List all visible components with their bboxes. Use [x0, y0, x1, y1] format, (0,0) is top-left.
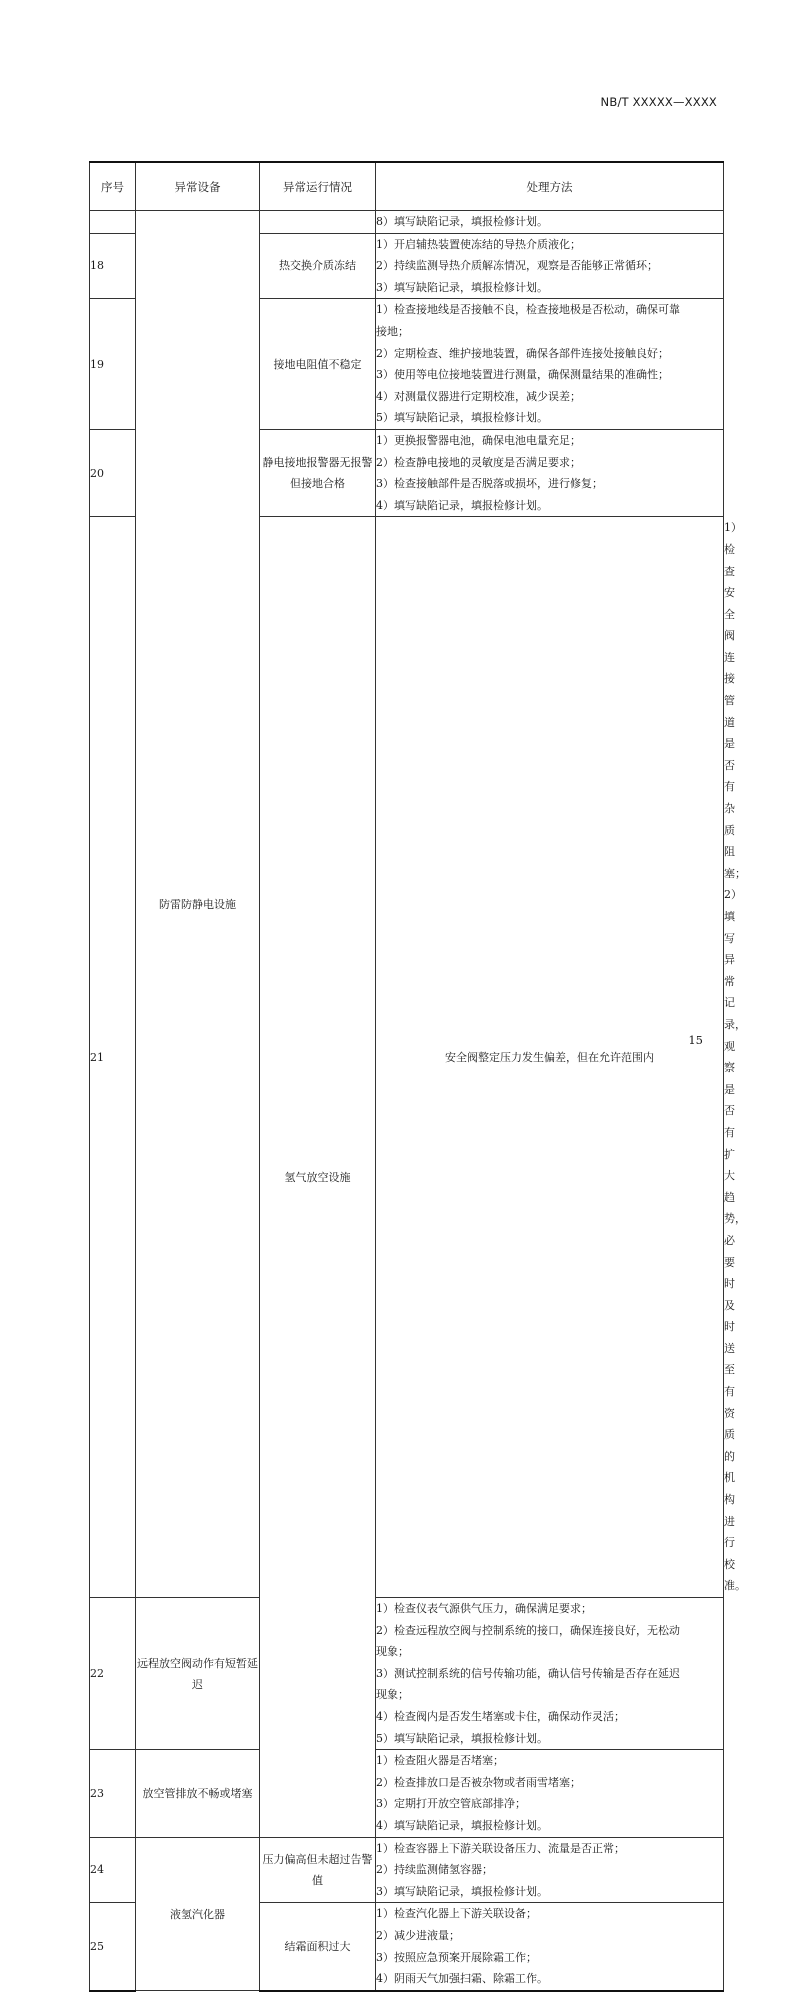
row-situation: 接地电阻值不稳定	[260, 299, 376, 430]
row-no: 18	[90, 233, 136, 299]
row-no: 23	[90, 1750, 136, 1837]
method-line: 3）定期打开放空管底部排净；	[376, 1797, 526, 1811]
row-situation: 放空管排放不畅或堵塞	[136, 1750, 260, 1837]
header-method: 处理方法	[376, 162, 724, 211]
device-vent: 氢气放空设施	[260, 517, 376, 1837]
row-method	[376, 233, 724, 299]
method-line: 8）填写缺陷记录，填报检修计划。	[376, 215, 548, 228]
table-row: 21 氢气放空设施 安全阀整定压力发生偏差，但在允许范围内 1）检查安全阀连接管道是否有杂质阻塞； 2）填写异常记录，观察是否有扩大趋势，必要时及时送至有资 质的机构进行校准。	[90, 517, 724, 1598]
method-line: 3）填写缺陷记录，填报检修计划。	[376, 280, 548, 294]
method-line: 2）定期检查、维护接地装置，确保各部件连接处接触良好；	[376, 346, 669, 360]
method-line: 现象；	[376, 1688, 409, 1702]
table-header-row	[90, 162, 724, 211]
header-no: 序号	[90, 162, 136, 211]
abnormal-handling-table	[89, 161, 746, 1992]
row-method	[376, 429, 724, 516]
row-no: 21	[90, 517, 136, 1598]
method-line: 4）填写缺陷记录，填报检修计划。	[376, 1818, 548, 1832]
header-situation: 异常运行情况	[260, 162, 376, 211]
method-line: 4）阴雨天气加强扫霜、除霜工作。	[376, 1972, 548, 1986]
method-line: 2）持续监测储氢容器；	[376, 1863, 493, 1877]
row-no: 20	[90, 429, 136, 516]
row-situation: 静电接地报警器无报警但接地合格	[260, 429, 376, 516]
row-method	[376, 1903, 724, 1991]
row-situation: 远程放空阀动作有短暂延迟	[136, 1598, 260, 1750]
table-row	[90, 1837, 724, 1903]
method-line: 3）检查接触部件是否脱落或损坏，进行修复；	[376, 477, 603, 491]
method-line: 4）填写缺陷记录，填报检修计划。	[376, 498, 548, 512]
method-line: 2）减少进液量；	[376, 1928, 460, 1942]
method-line: 3）按照应急预案开展除霜工作；	[376, 1950, 537, 1964]
row-method	[376, 299, 724, 430]
row-situation: 压力偏高但未超过告警值	[260, 1837, 376, 1903]
method-line: 2）检查排放口是否被杂物或者雨雪堵塞；	[376, 1775, 581, 1789]
method-line: 1）检查接地线是否接触不良，检查接地极是否松动，确保可靠	[376, 303, 680, 317]
method-line: 接地；	[376, 324, 409, 338]
row-situation: 安全阀整定压力发生偏差，但在允许范围内	[376, 517, 724, 1598]
row-situation	[260, 211, 376, 234]
method-line: 3）填写缺陷记录，填报检修计划。	[376, 1884, 548, 1898]
method-line: 1）开启辅热装置使冻结的导热介质液化；	[376, 237, 581, 251]
row-no: 22	[90, 1598, 136, 1750]
method-line: 3）测试控制系统的信号传输功能，确认信号传输是否存在延迟	[376, 1666, 680, 1680]
row-method	[376, 1837, 724, 1903]
row-situation: 热交换介质冻结	[260, 233, 376, 299]
row-method	[376, 211, 724, 234]
device-vaporizer: 液氢汽化器	[136, 1837, 260, 1991]
method-line: 4）对测量仪器进行定期校准，减少误差；	[376, 389, 581, 403]
method-line: 1）检查阻火器是否堵塞；	[376, 1754, 504, 1768]
table-row-continued	[90, 211, 724, 234]
table-row	[90, 1598, 724, 1750]
table-row	[90, 1750, 724, 1837]
method-line: 1）检查仪表气源供气压力，确保满足要求；	[376, 1602, 592, 1615]
method-line: 1）检查容器上下游关联设备压力、流量是否正常；	[376, 1841, 625, 1855]
method-line: 3）使用等电位接地装置进行测量，确保测量结果的准确性；	[376, 368, 669, 382]
row-no: 25	[90, 1903, 136, 1991]
device-lightning: 防雷防静电设施	[136, 211, 260, 1598]
page-number: 15	[688, 1033, 703, 1047]
row-no: 19	[90, 299, 136, 430]
row-no: 24	[90, 1837, 136, 1903]
row-situation: 结霜面积过大	[260, 1903, 376, 1991]
method-line: 1）检查汽化器上下游关联设备；	[376, 1907, 537, 1921]
standard-code: NB/T XXXXX—XXXX	[600, 95, 717, 109]
row-no	[90, 211, 136, 234]
row-method	[376, 1750, 724, 1837]
method-line: 2）检查静电接地的灵敏度是否满足要求；	[376, 455, 581, 469]
method-line: 2）检查远程放空阀与控制系统的接口，确保连接良好，无松动	[376, 1623, 680, 1637]
method-line: 1）更换报警器电池，确保电池电量充足；	[376, 433, 581, 447]
method-line: 5）填写缺陷记录，填报检修计划。	[376, 411, 548, 425]
method-line: 2）持续监测导热介质解冻情况，观察是否能够正常循环；	[376, 259, 658, 273]
method-line: 现象；	[376, 1645, 409, 1659]
header-device: 异常设备	[136, 162, 260, 211]
row-method	[376, 1598, 724, 1750]
method-line: 4）检查阀内是否发生堵塞或卡住，确保动作灵活；	[376, 1709, 625, 1723]
method-line: 5）填写缺陷记录，填报检修计划。	[376, 1731, 548, 1745]
